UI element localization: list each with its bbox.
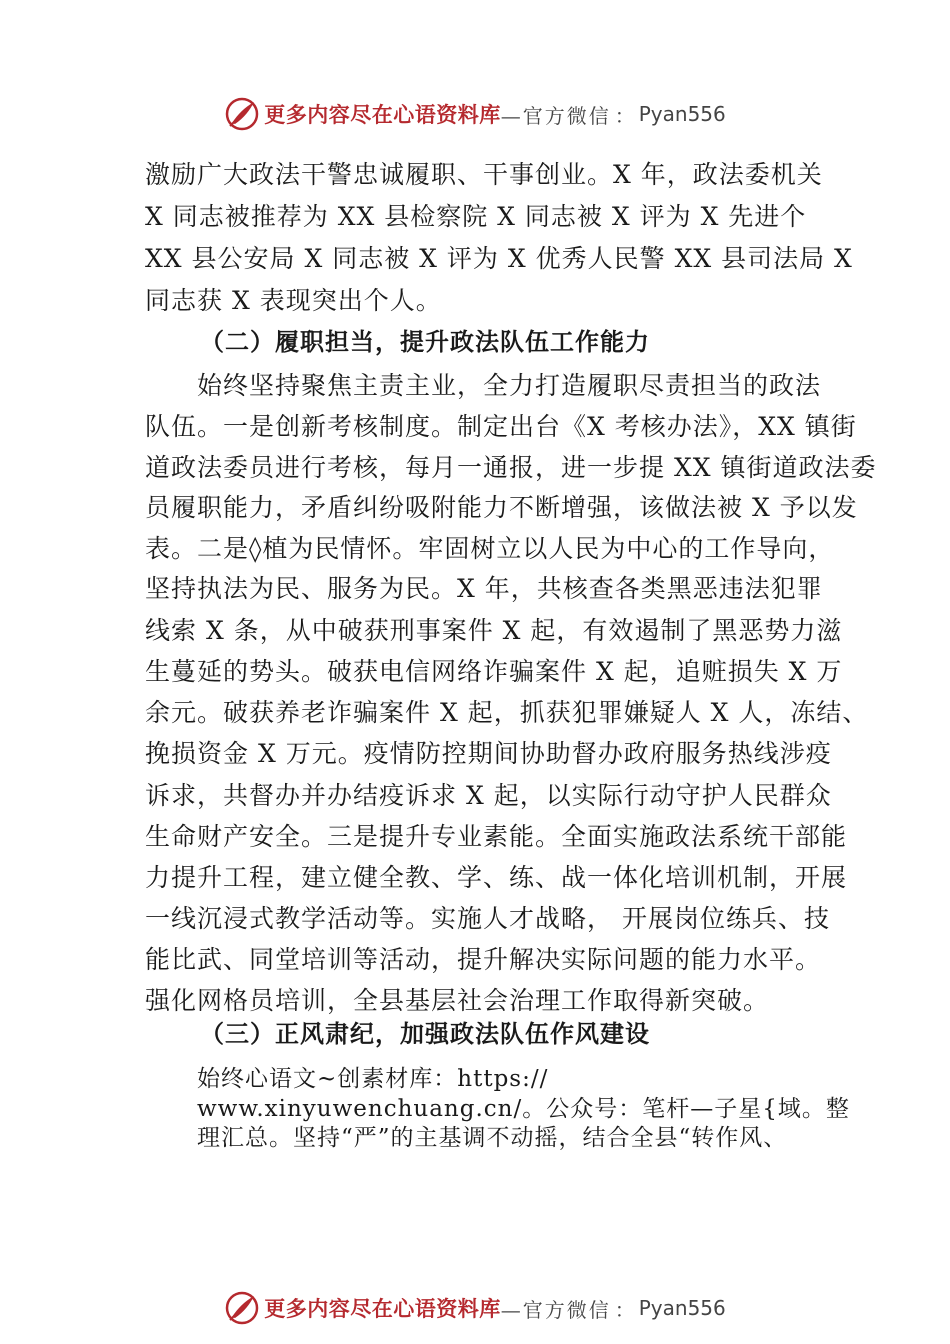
text-line: 强化网格员培训，全县基层社会治理工作取得新突破。 xyxy=(145,986,770,1015)
banner-wechat-handle: Pyan556 xyxy=(638,1296,726,1320)
quill-seal-logo-icon xyxy=(224,96,260,132)
section-heading-2: （二）履职担当，提升政法队伍工作能力 xyxy=(200,327,650,356)
text-line: 生命财产安全。三是提升专业素能。全面实施政法系统干部能 xyxy=(145,822,848,851)
banner-title: 更多内容尽在心语资料库 xyxy=(264,102,501,127)
text-line: 生蔓延的势头。破获电信网络诈骗案件 X 起，追赃损失 X 万 xyxy=(145,657,843,686)
banner-title: 更多内容尽在心语资料库 xyxy=(264,1296,501,1321)
banner-colon: ： xyxy=(614,103,635,128)
header-banner xyxy=(0,94,950,134)
text-line: 能比武、同堂培训等活动，提升解决实际问题的能力水平。 xyxy=(145,945,822,974)
text-line: 理汇总。坚持“严”的主基调不动摇，结合全县“转作风、 xyxy=(197,1125,788,1151)
text-line: 坚持执法为民、服务为民。X 年，共核查各类黑恶违法犯罪 xyxy=(145,574,823,603)
text-line: 余元。破获养老诈骗案件 X 起，抓获犯罪嫌疑人 X 人，冻结、 xyxy=(145,698,869,727)
text-line: 队伍。一是创新考核制度。制定出台《X 考核办法》，XX 镇街 xyxy=(145,412,857,441)
banner-subtitle: —官方微信 xyxy=(500,103,611,128)
text-line: X 同志被推荐为 XX 县检察院 X 同志被 X 评为 X 先进个 xyxy=(145,202,807,231)
text-line: www.xinyuwenchuang.cn/。公众号：笔杆—子星{域。整 xyxy=(197,1096,850,1122)
text-line: XX 县公安局 X 同志被 X 评为 X 优秀人民警 XX 县司法局 X xyxy=(145,244,853,273)
text-line: 始终心语文~创素材库：https:// xyxy=(197,1066,549,1092)
section-heading-3: （三）正风肃纪，加强政法队伍作风建设 xyxy=(200,1019,650,1048)
text-line: 同志获 X 表现突出个人。 xyxy=(145,286,442,315)
footer-banner xyxy=(0,1288,950,1328)
banner-subtitle: —官方微信 xyxy=(500,1297,611,1322)
text-line: 员履职能力，矛盾纠纷吸附能力不断增强，该做法被 X 予以发 xyxy=(145,493,858,522)
text-line: 诉求，共督办并办结疫诉求 X 起，以实际行动守护人民群众 xyxy=(145,781,832,810)
text-line: 挽损资金 X 万元。疫情防控期间协助督办政府服务热线涉疫 xyxy=(145,739,832,768)
text-line: 线索 X 条，从中破获刑事案件 X 起，有效遏制了黑恶势力滋 xyxy=(145,616,843,645)
quill-seal-logo-icon xyxy=(224,1290,260,1326)
text-line: 道政法委员进行考核，每月一通报，进一步提 XX 镇街道政法委 xyxy=(145,453,877,482)
text-line: 力提升工程，建立健全教、学、练、战一体化培训机制，开展 xyxy=(145,863,848,892)
banner-wechat-handle: Pyan556 xyxy=(638,102,726,126)
text-line: 始终坚持聚焦主责主业，全力打造履职尽责担当的政法 xyxy=(197,371,822,400)
text-line: 激励广大政法干警忠诚履职、干事创业。X 年，政法委机关 xyxy=(145,160,823,189)
text-line: 一线沉浸式教学活动等。实施人才战略， 开展岗位练兵、技 xyxy=(145,904,830,933)
banner-colon: ： xyxy=(614,1297,635,1322)
text-line: 表。二是◊植为民情怀。牢固树立以人民为中心的工作导向， xyxy=(145,534,835,563)
